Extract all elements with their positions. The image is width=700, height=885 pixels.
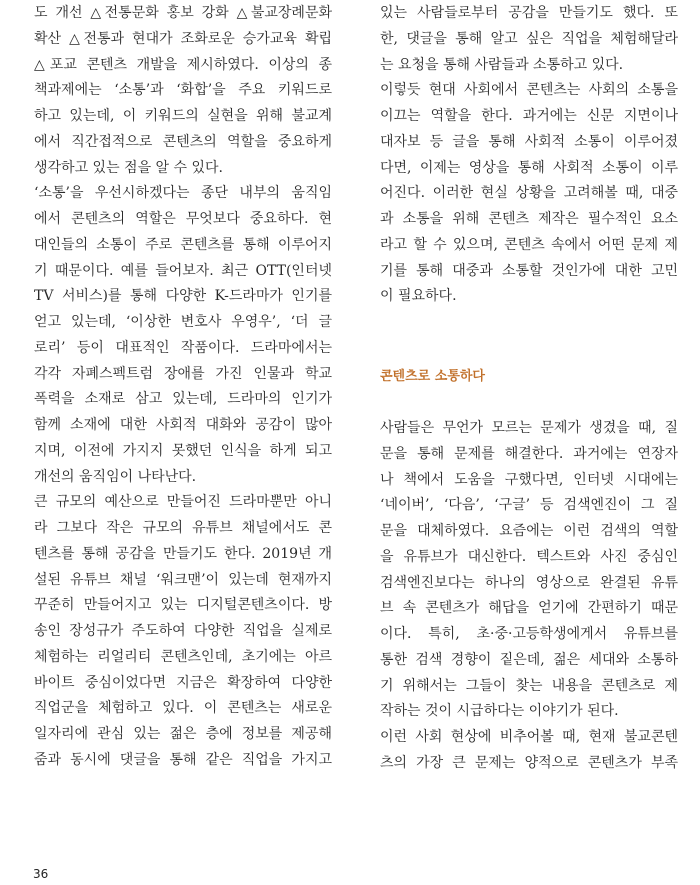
text-line: 텐츠를 통해 공감을 만들기도 한다. 2019년 개: [34, 545, 332, 562]
text-line: TV 서비스)를 통해 다양한 K-드라마가 인기를: [34, 288, 332, 305]
text-line: 직업군을 체험하고 있다. 이 콘텐츠는 새로운: [34, 700, 332, 717]
text-line: 문을 대체하였다. 요즘에는 이런 검색의 역할: [380, 523, 678, 539]
text-line: 각각 자폐스펙트럼 장애를 가진 인물과 학교: [34, 365, 332, 382]
text-line: 개선의 움직임이 나타난다.: [34, 468, 197, 485]
text-line: 생각하고 있는 점을 알 수 있다.: [34, 159, 223, 176]
text-line: 기를 통해 대중과 소통할 것인가에 대한 고민: [380, 262, 678, 279]
text-line: 꾸준히 만들어지고 있는 디지털콘텐츠이다. 방: [34, 597, 332, 614]
text-line: 지며, 이전에 가지지 못했던 인식을 하게 되고: [34, 442, 332, 459]
text-line: 다면, 이제는 영상을 통해 사회적 소통이 이루: [380, 159, 678, 176]
text-line: 라 그보다 작은 규모의 유튜브 채널에서도 콘: [34, 520, 332, 536]
text-line: 하고 있는데, 이 키워드의 실현을 위해 불교계: [34, 108, 332, 124]
text-line: 는 요청을 통해 사람들과 소통하고 있다.: [380, 56, 624, 73]
text-line: 에서 직간접적으로 콘텐츠의 역할을 중요하게: [34, 133, 332, 150]
text-line: 이끄는 역할을 한다. 과거에는 신문 지면이나: [380, 108, 678, 124]
text-line: ‘소통’을 우선시하겠다는 종단 내부의 움직임: [34, 185, 332, 202]
text-line: 설된 유튜브 채널 ‘워크맨’이 있는데 현재까지: [34, 571, 332, 588]
text-line: 기 위해서는 그들이 찾는 내용을 콘텐츠로 제: [380, 677, 678, 694]
text-line: 이런 사회 현상에 비추어볼 때, 현재 불교콘텐: [380, 729, 678, 745]
text-line: 에서 콘텐츠의 역할은 무엇보다 중요하다. 현: [34, 211, 332, 227]
text-line: 함께 소재에 대한 사회적 대화와 공감이 많아: [34, 417, 332, 433]
text-line: 줌과 동시에 댓글을 통해 같은 직업을 가지고: [34, 751, 332, 768]
text-line: 검색엔진보다는 하나의 영상으로 완결된 유튜: [380, 574, 678, 591]
text-line: 사람들은 무언가 모르는 문제가 생겼을 때, 질: [380, 420, 678, 436]
text-line: 대자보 등 글을 통해 사회적 소통이 이루어졌: [380, 133, 678, 150]
text-line: 대인들의 소통이 주로 콘텐츠를 통해 이루어지: [34, 236, 332, 253]
text-line: 츠의 가장 큰 문제는 양적으로 콘텐츠가 부족: [380, 754, 678, 771]
text-line: 확산 △전통과 현대가 조화로운 승가교육 확립: [34, 30, 332, 47]
text-line: 일자리에 관심 있는 젊은 층에 정보를 제공해: [34, 726, 332, 742]
text-line: 작하는 것이 시급하다는 이야기가 된다.: [380, 703, 619, 720]
text-line: 한, 댓글을 통해 알고 싶은 직업을 체험해달라: [380, 30, 678, 47]
text-line: 이 필요하다.: [380, 288, 457, 305]
text-line: 폭력을 소재로 삼고 있는데, 드라마의 인기가: [34, 391, 332, 408]
text-line: 이다. 특히, 초·중·고등학생에게서 유튜브를: [380, 626, 678, 642]
text-line: 있는 사람들로부터 공감을 만들기도 했다. 또: [380, 5, 678, 21]
text-line: 나 책에서 도움을 구했다면, 인터넷 시대에는: [380, 471, 678, 488]
text-line: 브 속 콘텐츠가 해답을 얻기에 간편하기 때문: [380, 600, 678, 617]
text-line: ‘네이버’, ‘다음’, ‘구글’ 등 검색엔진이 그 질: [380, 497, 678, 514]
left-column: [34, 1, 332, 774]
text-line: 체험하는 리얼리티 콘텐츠인데, 초기에는 아르: [34, 648, 332, 665]
text-line: 라고 할 수 있으며, 콘텐츠 속에서 어떤 문제 제: [380, 236, 678, 253]
right-column: [380, 1, 678, 777]
text-line: 문을 통해 문제를 해결한다. 과거에는 연장자: [380, 445, 678, 462]
text-line: 큰 규모의 예산으로 만들어진 드라마뿐만 아니: [34, 494, 332, 511]
text-line: 통한 검색 경향이 짙은데, 젊은 세대와 소통하: [380, 651, 678, 668]
text-line: 이렇듯 현대 사회에서 콘텐츠는 사회의 소통을: [380, 82, 678, 99]
text-line: 기 때문이다. 예를 들어보자. 최근 OTT(인터넷: [34, 262, 332, 279]
page-number: 36: [33, 867, 49, 881]
section-heading: 콘텐츠로 소통하다: [380, 369, 485, 384]
text-line: △포교 콘텐츠 개발을 제시하였다. 이상의 종: [34, 56, 332, 73]
text-line: 얻고 있는데, ‘이상한 변호사 우영우’, ‘더 글: [34, 314, 332, 330]
text-line: 과 소통을 위해 콘텐츠 제작은 필수적인 요소: [380, 211, 678, 227]
text-line: 도 개선 △전통문화 홍보 강화 △불교장례문화: [34, 5, 332, 21]
text-line: 을 유튜브가 대신한다. 텍스트와 사진 중심인: [380, 548, 678, 565]
text-line: 바이트 중심이었다면 지금은 확장하여 다양한: [34, 674, 332, 691]
text-line: 로리’ 등이 대표적인 작품이다. 드라마에서는: [34, 339, 332, 356]
text-line: 어진다. 이러한 현실 상황을 고려해볼 때, 대중: [380, 185, 678, 202]
text-line: 송인 장성규가 주도하여 다양한 직업을 실제로: [34, 623, 332, 639]
text-line: 책과제에는 ‘소통’과 ‘화합’을 주요 키워드로: [34, 82, 332, 99]
